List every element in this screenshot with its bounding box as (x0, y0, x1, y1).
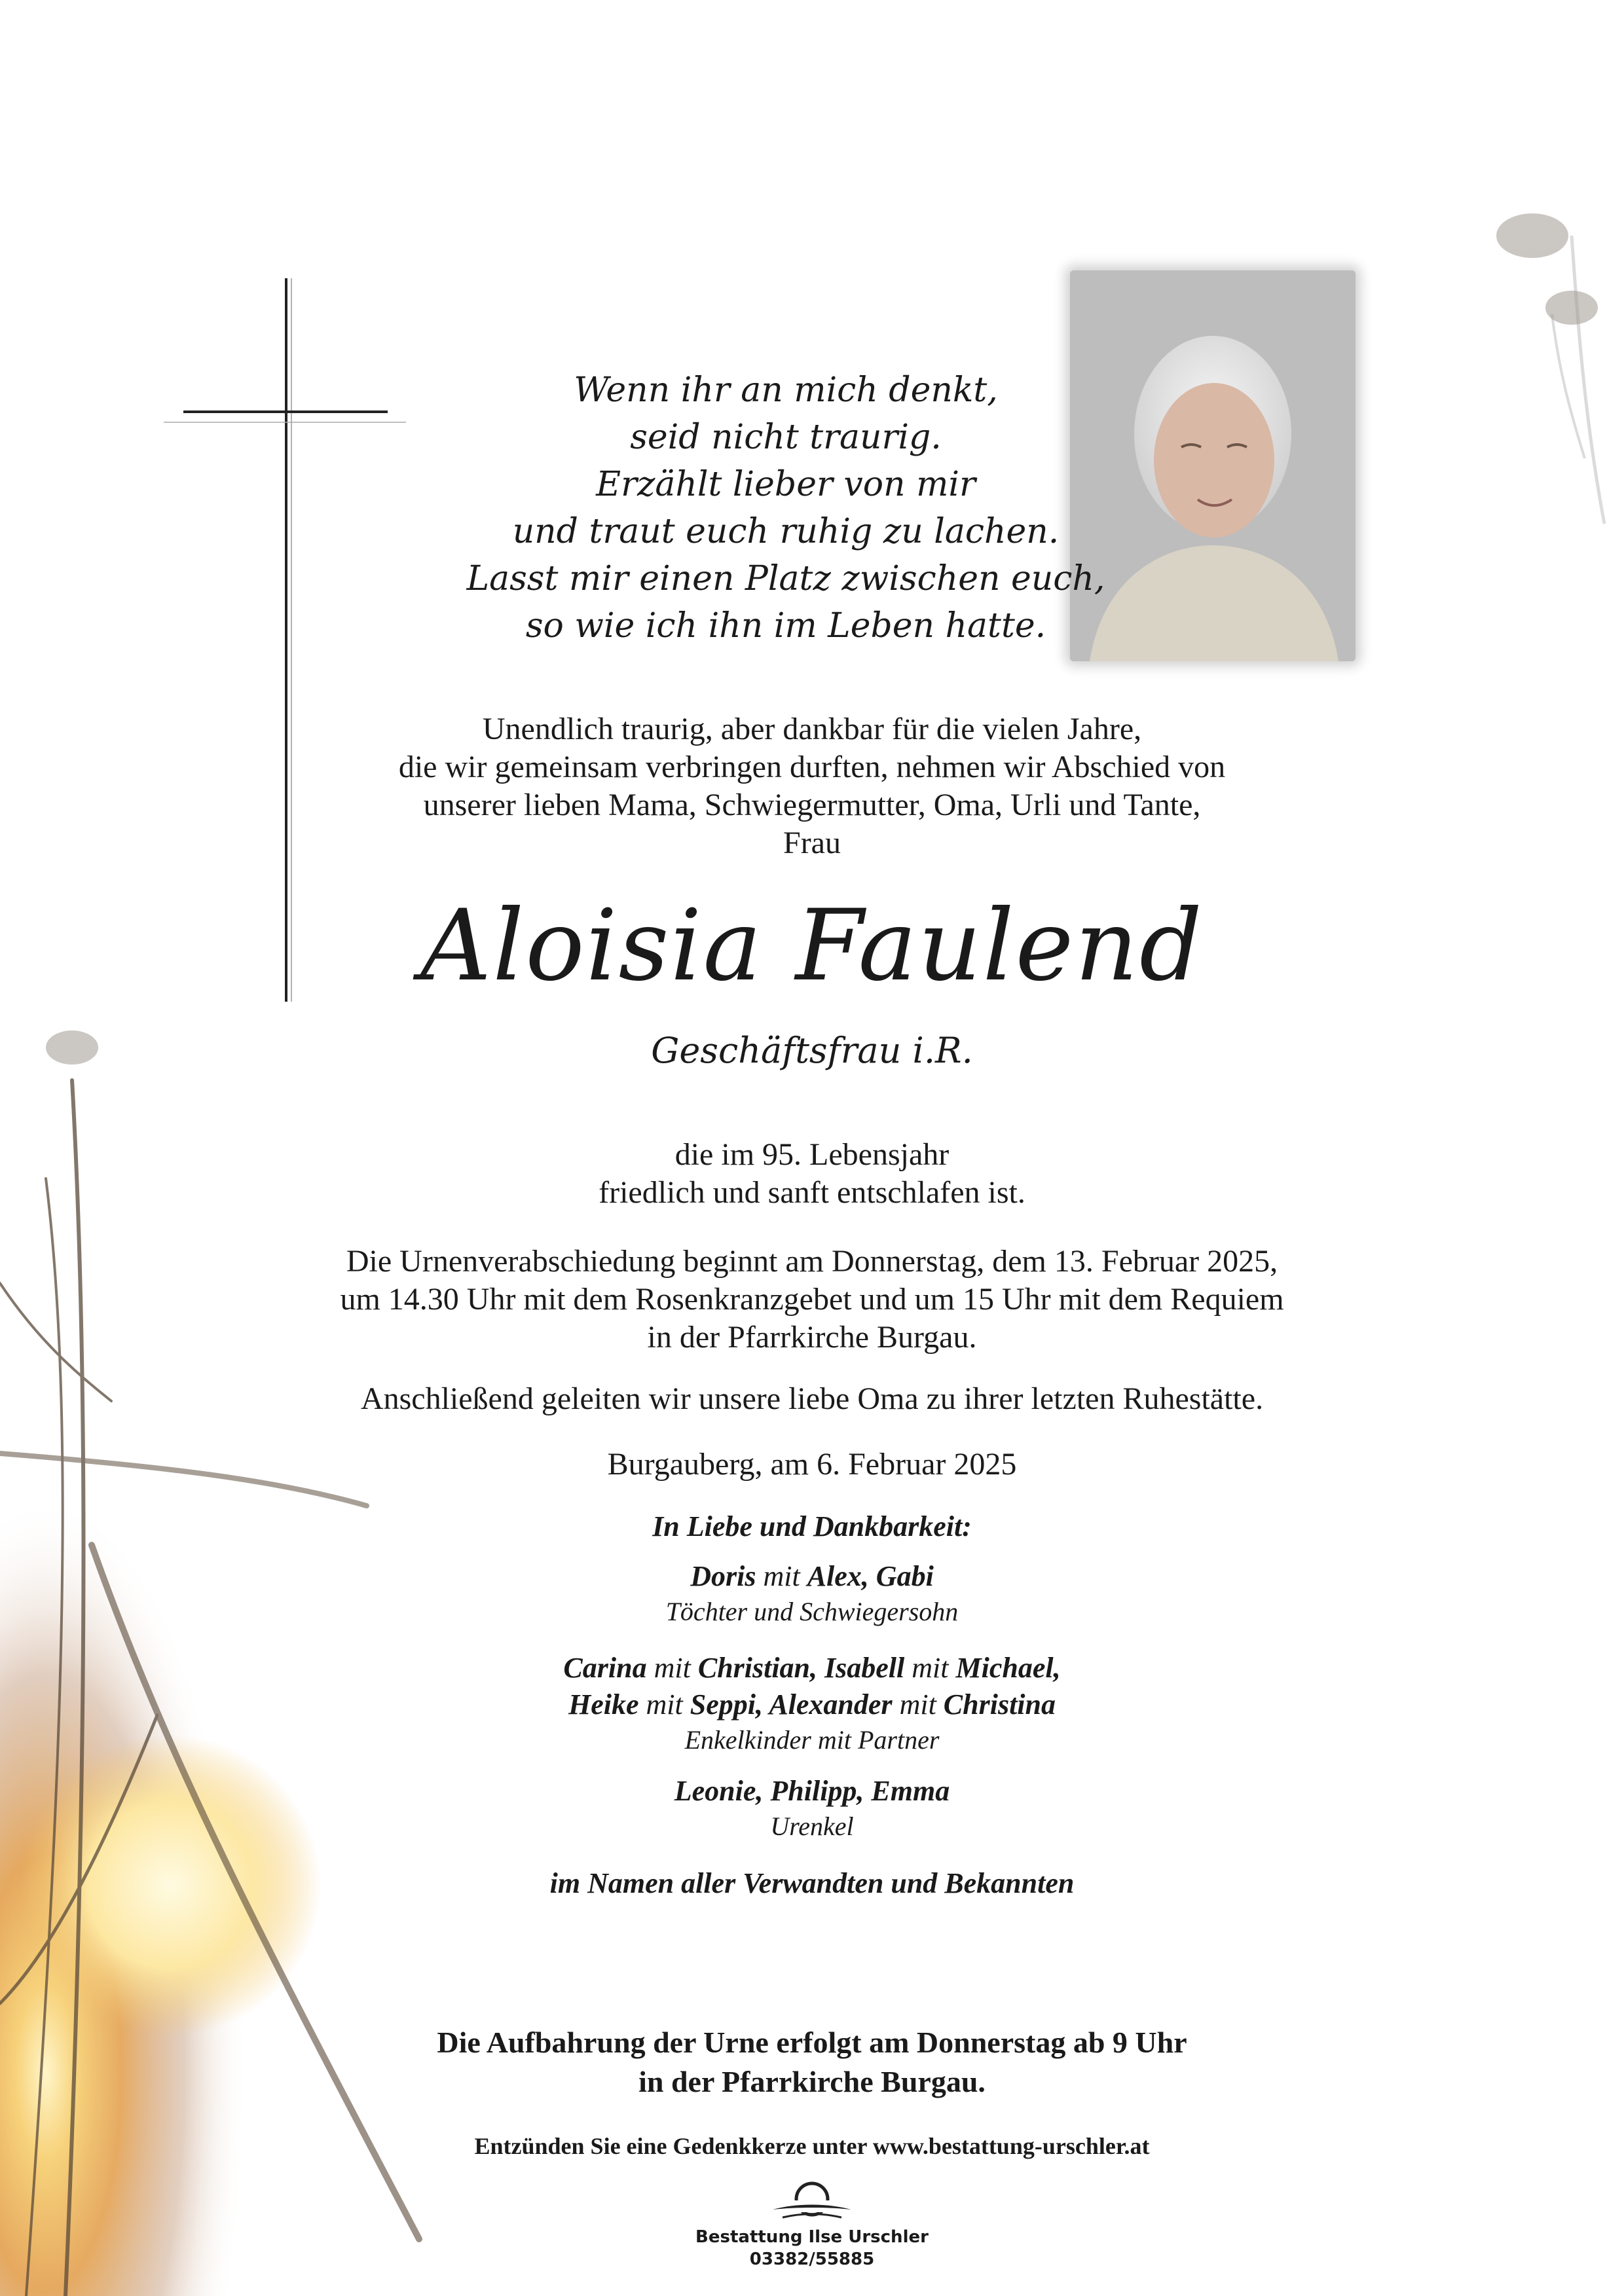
undertaker-phone[interactable]: 03382/55885 (749, 2250, 875, 2269)
sun-over-horizon-logo-icon (760, 2177, 864, 2226)
poem-line: Lasst mir einen Platz zwischen euch, (466, 559, 1105, 598)
intro-line: unserer lieben Mama, Schwiegermutter, Oma, Urli und Tante, (423, 788, 1201, 822)
mourner-names: Leonie, Philipp, Emma (674, 1775, 950, 1807)
mourners-grandchildren (0, 1650, 1624, 1757)
mourner-names (0, 1650, 1624, 1686)
in-name-line: im Namen aller Verwandten und Bekannten (549, 1867, 1075, 1899)
connector-text: mit (646, 1652, 698, 1684)
mourner-name: Michael, (955, 1652, 1061, 1684)
poem-line: Wenn ihr an mich denkt, (574, 371, 998, 410)
viewing-line: Die Aufbahrung der Urne erfolgt am Donnerstag ab 9 Uhr (437, 2026, 1187, 2059)
age-line: friedlich und sanft entschlafen ist. (599, 1175, 1025, 1210)
intro-line: Unendlich traurig, aber dankbar für die vielen Jahre, (482, 712, 1142, 746)
deceased-name: Aloisia Faulend (420, 889, 1204, 1003)
mourner-name: Heike (568, 1688, 639, 1721)
candle-link-text[interactable]: Entzünden Sie eine Gedenkkerze unter www.bestattung-urschler.at (474, 2133, 1150, 2159)
intro-line: Frau (783, 826, 841, 860)
urn-farewell-text (0, 1243, 1624, 1357)
mourners-daughters (0, 1558, 1624, 1629)
intro-text (0, 710, 1624, 862)
undertaker-info (0, 2226, 1624, 2270)
connector-text: mit (638, 1688, 690, 1721)
connector-text: mit (904, 1652, 956, 1684)
mourner-name: Alex, Gabi (807, 1560, 934, 1592)
afterwards-text: Anschließend geleiten wir unsere liebe Oma zu ihrer letzten Ruhestätte. (360, 1381, 1264, 1416)
poem-line: seid nicht traurig. (630, 418, 942, 457)
age-text (0, 1136, 1624, 1212)
connector-text: mit (892, 1688, 944, 1721)
poem (393, 367, 1179, 649)
mourners-great-grandchildren (0, 1773, 1624, 1844)
mourner-role: Töchter und Schwiegersohn (665, 1597, 959, 1626)
intro-line: die wir gemeinsam verbringen durften, nehmen wir Abschied von (398, 750, 1226, 784)
connector-text: mit (756, 1560, 807, 1592)
urn-line: Die Urnenverabschiedung beginnt am Donnerstag, dem 13. Februar 2025, (346, 1244, 1278, 1279)
urn-line: in der Pfarrkirche Burgau. (647, 1320, 977, 1355)
viewing-text (0, 2023, 1624, 2102)
poem-line: Erzählt lieber von mir (596, 465, 976, 504)
mourner-names (0, 1558, 1624, 1595)
mourner-name: Christian, Isabell (697, 1652, 905, 1684)
poem-line: so wie ich ihn im Leben hatte. (525, 606, 1046, 646)
place-date: Burgauberg, am 6. Februar 2025 (607, 1447, 1017, 1482)
age-line: die im 95. Lebensjahr (674, 1137, 950, 1172)
mourner-name: Doris (690, 1560, 756, 1592)
mourner-name: Seppi, Alexander (690, 1688, 893, 1721)
viewing-line: in der Pfarrkirche Burgau. (638, 2065, 986, 2098)
mourner-role: Enkelkinder mit Partner (684, 1725, 940, 1755)
poem-line: und traut euch ruhig zu lachen. (512, 512, 1060, 551)
deceased-profession: Geschäftsfrau i.R. (651, 1030, 973, 1071)
mourner-name: Christina (943, 1688, 1056, 1721)
mourner-name: Carina (563, 1652, 647, 1684)
mourner-role: Urenkel (770, 1812, 854, 1841)
urn-line: um 14.30 Uhr mit dem Rosenkranzgebet und um 15 Uhr mit dem Requiem (340, 1282, 1284, 1317)
undertaker-name: Bestattung Ilse Urschler (695, 2227, 929, 2247)
mourner-names (0, 1686, 1624, 1723)
love-line: In Liebe und Dankbarkeit: (652, 1510, 972, 1542)
